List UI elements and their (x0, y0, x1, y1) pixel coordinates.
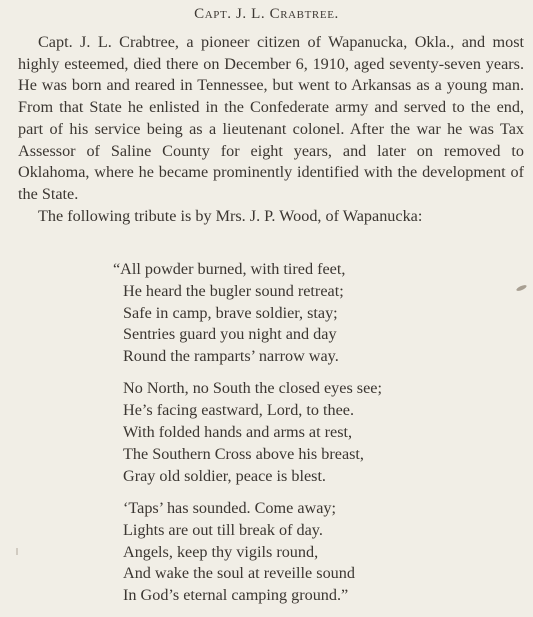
poem-line: Safe in camp, brave soldier, stay; (123, 303, 338, 322)
poem-line: “All powder burned, with tired feet, (113, 260, 346, 278)
poem-stanza-1 (113, 259, 513, 368)
poem-line: Gray old soldier, peace is blest. (123, 466, 326, 485)
poem-line: Lights are out till break of day. (123, 520, 323, 539)
poem-line: Sentries guard you night and day (123, 325, 337, 344)
poem-line: Angels, keep thy vigils round, (123, 542, 319, 561)
tribute-intro: The following tribute is by Mrs. J. P. Wood, of Wapanucka: (38, 206, 423, 225)
poem-line: He heard the bugler sound retreat; (123, 281, 344, 300)
poem-line: In God’s eternal camping ground.” (123, 586, 349, 605)
poem-line: With folded hands and arms at rest, (123, 423, 353, 442)
paper-speck (516, 284, 528, 292)
poem-line: ‘Taps’ has sounded. Come away; (123, 498, 336, 517)
page-title: Capt. J. L. Crabtree. (194, 6, 339, 22)
poem-line: No North, no South the closed eyes see; (123, 379, 382, 398)
poem-stanza-3 (113, 498, 513, 607)
obituary-paragraph: Capt. J. L. Crabtree, a pioneer citizen of Wapanucka, Okla., and most highly esteemed, died there on December 6, 1910, aged seventy-seven years. He was born and reared in Tennessee, but went to Arkansas as a young man. From that State he enlisted in the Confederate army and served to the end, part of his service being as a lieutenant colonel. After the war he was Tax Assessor of Saline County for eight years, and later on removed to Oklahoma, where he became prominently identified with the development of the State. (18, 33, 524, 203)
poem-line: He’s facing eastward, Lord, to thee. (123, 401, 355, 420)
poem-line: Round the ramparts’ narrow way. (123, 347, 339, 366)
obituary-text (18, 32, 524, 227)
tribute-poem (113, 259, 513, 617)
poem-line: The Southern Cross above his breast, (123, 444, 364, 463)
poem-line: And wake the soul at reveille sound (123, 564, 355, 583)
poem-stanza-2 (113, 378, 513, 487)
paper-mark (16, 548, 18, 555)
